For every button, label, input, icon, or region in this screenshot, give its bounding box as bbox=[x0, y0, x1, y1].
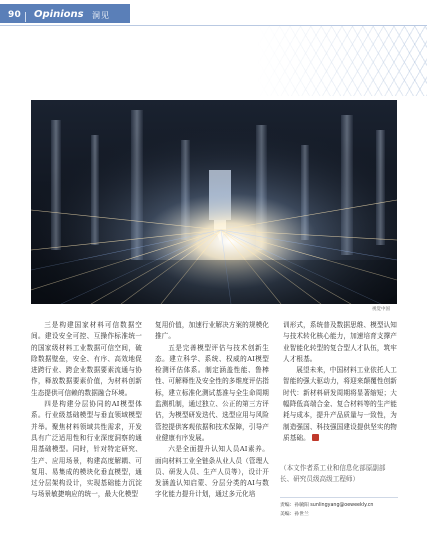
article-photo bbox=[31, 100, 397, 304]
paragraph: 五是完善模型评估与技术创新生态。建立科学、系统、权威的AI模型检测评估体系。制定涵盖性能、鲁棒性、可解释性及安全性的多维度评估指标，建立标准化测试基准与全生命周期监测机制，通过独立、公正的第三方评估，为模型研发迭代、选型应用与风险管控提供客观依据和技术保障，引导产业健康有序发展。 bbox=[155, 343, 269, 442]
header-separator bbox=[25, 12, 26, 22]
end-mark-icon bbox=[312, 434, 319, 441]
section-tab bbox=[0, 4, 130, 23]
section-title-cn: 洞见 bbox=[92, 11, 110, 20]
page-number: 90 bbox=[8, 10, 21, 20]
paragraph-text: 展望未来，中国材料工业依托人工智能的强大驱动力，将迎来颠覆性创新时代：新材料研发周期将显著缩短；大幅降低高端合金、复合材料等的生产能耗与成本，提升产品质量与一致性，为制造强国、科技强国建设提供坚实的物质基础。 bbox=[283, 366, 397, 442]
paragraph: 四是构建分层协同的AI模型体系。行业级基础模型与垂直领域模型并举。聚焦材料领域共性需求，开发具有广泛适用性和行业深度洞察的通用基础模型。同时，针对特定研究、生产、应用场景，构建高度解耦、可复用、易集成的模块化垂直模型，通过分层架构设计，实现基础能力沉淀与场景敏捷响应的统一，最大化模型 bbox=[31, 400, 142, 499]
decorative-pattern bbox=[257, 26, 427, 96]
paragraph bbox=[283, 365, 397, 444]
paragraph: 复用价值，加速行业解决方案的规模化推广。 bbox=[155, 321, 269, 341]
paragraph: 三是构建国家材料可信数据空间。建设安全可控、互操作标准统一的国家级材料工业数据可信空间，破除数据壁垒，安全、有序、高效地促进跨行业、跨企业数据要素流通与协作，释放数据要素价值，为材料创新生态提供可信赖的数据融合环境。 bbox=[31, 321, 142, 397]
art-editor-line: 美编：孙世兰 bbox=[280, 512, 309, 517]
text-column-3 bbox=[283, 320, 397, 444]
section-title-en: Opinions bbox=[34, 9, 84, 20]
text-column-1 bbox=[31, 320, 142, 501]
text-column-2 bbox=[155, 320, 269, 501]
paragraph: 六是全面提升认知人员AI素养。面向材料工业全链条从业人员（管理人员、研发人员、生产人员等），设计开发涵盖认知启蒙、分层分类的AI与数字化能力提升计划，通过多元化培 bbox=[155, 445, 269, 499]
paragraph: 训形式，系统普及数据思维、模型认知与技术转化核心能力，加速培育支撑产业智能化转型的复合型人才队伍，筑牢人才根基。 bbox=[283, 321, 397, 363]
editor-line: 责编：孙毓阳 sunlingyang@oeweekly.cn bbox=[280, 503, 374, 508]
editor-divider bbox=[280, 497, 398, 498]
factory-light-icon bbox=[31, 100, 397, 304]
author-note: （本文作者系工业和信息化部原副部长、研究员级高级工程师） bbox=[280, 464, 386, 483]
photo-credit: 视觉中国 bbox=[372, 307, 390, 312]
editor-credits bbox=[280, 501, 420, 519]
